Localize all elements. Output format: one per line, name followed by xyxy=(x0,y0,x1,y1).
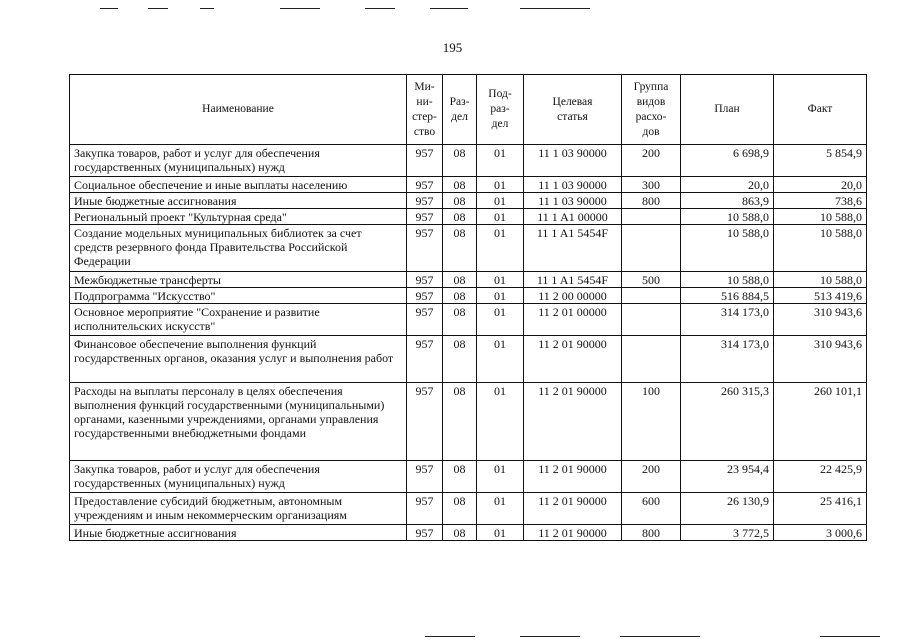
row-name: Закупка товаров, работ и услуг для обеспечения государственных (муниципальных) нужд xyxy=(70,145,407,177)
row-subsection: 01 xyxy=(477,145,524,177)
row-group: 500 xyxy=(622,272,681,288)
row-fact: 25 416,1 xyxy=(774,493,867,525)
row-target: 11 1 A1 5454F xyxy=(524,225,622,272)
row-ministry: 957 xyxy=(407,493,443,525)
row-ministry: 957 xyxy=(407,288,443,304)
row-section: 08 xyxy=(443,209,477,225)
row-name: Социальное обеспечение и иные выплаты населению xyxy=(70,177,407,193)
row-fact: 10 588,0 xyxy=(774,209,867,225)
row-plan: 26 130,9 xyxy=(681,493,774,525)
row-group xyxy=(622,288,681,304)
row-section: 08 xyxy=(443,525,477,541)
row-target: 11 2 01 90000 xyxy=(524,336,622,383)
row-plan: 10 588,0 xyxy=(681,272,774,288)
row-section: 08 xyxy=(443,225,477,272)
row-subsection: 01 xyxy=(477,493,524,525)
row-group: 100 xyxy=(622,383,681,461)
row-section: 08 xyxy=(443,193,477,209)
row-target: 11 2 01 90000 xyxy=(524,461,622,493)
row-group: 200 xyxy=(622,145,681,177)
table-row xyxy=(70,209,867,225)
row-target: 11 1 03 90000 xyxy=(524,193,622,209)
row-fact: 260 101,1 xyxy=(774,383,867,461)
scan-artifact-line xyxy=(365,8,395,9)
row-name: Предоставление субсидий бюджетным, автономным учреждениям и иным некоммерческим организациям xyxy=(70,493,407,525)
scan-artifact-line xyxy=(620,636,700,637)
scan-artifact-line xyxy=(820,636,880,637)
row-subsection: 01 xyxy=(477,336,524,383)
scan-artifact-line xyxy=(520,8,590,9)
table-row xyxy=(70,304,867,336)
table-row xyxy=(70,145,867,177)
scan-artifact-line xyxy=(280,8,320,9)
row-section: 08 xyxy=(443,304,477,336)
row-name: Закупка товаров, работ и услуг для обеспечения государственных (муниципальных) нужд xyxy=(70,461,407,493)
row-section: 08 xyxy=(443,272,477,288)
row-fact: 20,0 xyxy=(774,177,867,193)
row-plan: 6 698,9 xyxy=(681,145,774,177)
row-plan: 260 315,3 xyxy=(681,383,774,461)
row-group xyxy=(622,225,681,272)
row-plan: 10 588,0 xyxy=(681,209,774,225)
scan-artifact-line xyxy=(200,8,214,9)
row-target: 11 2 01 90000 xyxy=(524,383,622,461)
row-subsection: 01 xyxy=(477,209,524,225)
row-subsection: 01 xyxy=(477,193,524,209)
row-name: Основное мероприятие "Сохранение и развитие исполнительских искусств" xyxy=(70,304,407,336)
row-subsection: 01 xyxy=(477,304,524,336)
table-header-row xyxy=(70,75,867,145)
row-subsection: 01 xyxy=(477,272,524,288)
table-row xyxy=(70,525,867,541)
header-plan: План xyxy=(681,75,774,145)
row-fact: 310 943,6 xyxy=(774,304,867,336)
scan-artifact-line xyxy=(425,636,475,637)
row-fact: 10 588,0 xyxy=(774,225,867,272)
row-fact: 513 419,6 xyxy=(774,288,867,304)
row-subsection: 01 xyxy=(477,288,524,304)
row-ministry: 957 xyxy=(407,272,443,288)
scan-artifact-line xyxy=(148,8,168,9)
table-row xyxy=(70,177,867,193)
row-plan: 3 772,5 xyxy=(681,525,774,541)
row-fact: 738,6 xyxy=(774,193,867,209)
row-name: Межбюджетные трансферты xyxy=(70,272,407,288)
row-ministry: 957 xyxy=(407,304,443,336)
header-ministry: Ми- ни- стер- ство xyxy=(407,75,443,145)
row-plan: 314 173,0 xyxy=(681,336,774,383)
table-row xyxy=(70,493,867,525)
table-row xyxy=(70,383,867,461)
scan-artifact-line xyxy=(430,8,468,9)
budget-execution-table xyxy=(69,74,867,541)
row-ministry: 957 xyxy=(407,209,443,225)
scan-artifact-line xyxy=(520,636,580,637)
row-target: 11 1 A1 00000 xyxy=(524,209,622,225)
row-group: 300 xyxy=(622,177,681,193)
row-section: 08 xyxy=(443,145,477,177)
row-section: 08 xyxy=(443,177,477,193)
row-target: 11 2 01 00000 xyxy=(524,304,622,336)
header-section: Раз- дел xyxy=(443,75,477,145)
row-fact: 3 000,6 xyxy=(774,525,867,541)
row-name: Иные бюджетные ассигнования xyxy=(70,193,407,209)
row-group: 200 xyxy=(622,461,681,493)
row-fact: 310 943,6 xyxy=(774,336,867,383)
page-number: 195 xyxy=(442,40,463,55)
table-row xyxy=(70,225,867,272)
row-section: 08 xyxy=(443,461,477,493)
row-fact: 10 588,0 xyxy=(774,272,867,288)
row-fact: 22 425,9 xyxy=(774,461,867,493)
row-subsection: 01 xyxy=(477,383,524,461)
row-ministry: 957 xyxy=(407,461,443,493)
row-name: Региональный проект "Культурная среда" xyxy=(70,209,407,225)
row-ministry: 957 xyxy=(407,336,443,383)
row-target: 11 2 00 00000 xyxy=(524,288,622,304)
row-subsection: 01 xyxy=(477,461,524,493)
table-row xyxy=(70,461,867,493)
row-section: 08 xyxy=(443,336,477,383)
table-row xyxy=(70,193,867,209)
row-name: Финансовое обеспечение выполнения функций государственных органов, оказания услуг и выполнения работ xyxy=(70,336,407,383)
header-fact: Факт xyxy=(774,75,867,145)
row-group xyxy=(622,304,681,336)
row-ministry: 957 xyxy=(407,145,443,177)
row-group: 600 xyxy=(622,493,681,525)
row-name: Расходы на выплаты персоналу в целях обеспечения выполнения функций государственными (муниципальными) органами, казенными учреждениями, органами управления государственными внебюджетными фондами xyxy=(70,383,407,461)
row-name: Подпрограмма "Искусство" xyxy=(70,288,407,304)
row-subsection: 01 xyxy=(477,525,524,541)
row-plan: 516 884,5 xyxy=(681,288,774,304)
header-target: Целевая статья xyxy=(524,75,622,145)
row-name: Иные бюджетные ассигнования xyxy=(70,525,407,541)
row-plan: 20,0 xyxy=(681,177,774,193)
row-group xyxy=(622,336,681,383)
row-plan: 23 954,4 xyxy=(681,461,774,493)
row-name: Создание модельных муниципальных библиотек за счет средств резервного фонда Правительства Российской Федерации xyxy=(70,225,407,272)
row-fact: 5 854,9 xyxy=(774,145,867,177)
row-target: 11 1 03 90000 xyxy=(524,145,622,177)
row-ministry: 957 xyxy=(407,193,443,209)
row-ministry: 957 xyxy=(407,525,443,541)
row-plan: 314 173,0 xyxy=(681,304,774,336)
table-row xyxy=(70,288,867,304)
row-target: 11 2 01 90000 xyxy=(524,525,622,541)
table-row xyxy=(70,336,867,383)
row-section: 08 xyxy=(443,493,477,525)
row-ministry: 957 xyxy=(407,177,443,193)
row-section: 08 xyxy=(443,288,477,304)
row-group: 800 xyxy=(622,193,681,209)
scan-artifact-line xyxy=(100,8,118,9)
row-subsection: 01 xyxy=(477,225,524,272)
row-subsection: 01 xyxy=(477,177,524,193)
row-target: 11 2 01 90000 xyxy=(524,493,622,525)
row-ministry: 957 xyxy=(407,383,443,461)
header-name: Наименование xyxy=(70,75,407,145)
row-group xyxy=(622,209,681,225)
row-target: 11 1 A1 5454F xyxy=(524,272,622,288)
row-plan: 863,9 xyxy=(681,193,774,209)
row-plan: 10 588,0 xyxy=(681,225,774,272)
table-row xyxy=(70,272,867,288)
header-group: Группа видов расхо- дов xyxy=(622,75,681,145)
row-target: 11 1 03 90000 xyxy=(524,177,622,193)
row-section: 08 xyxy=(443,383,477,461)
row-group: 800 xyxy=(622,525,681,541)
row-ministry: 957 xyxy=(407,225,443,272)
header-subsection: Под- раз- дел xyxy=(477,75,524,145)
